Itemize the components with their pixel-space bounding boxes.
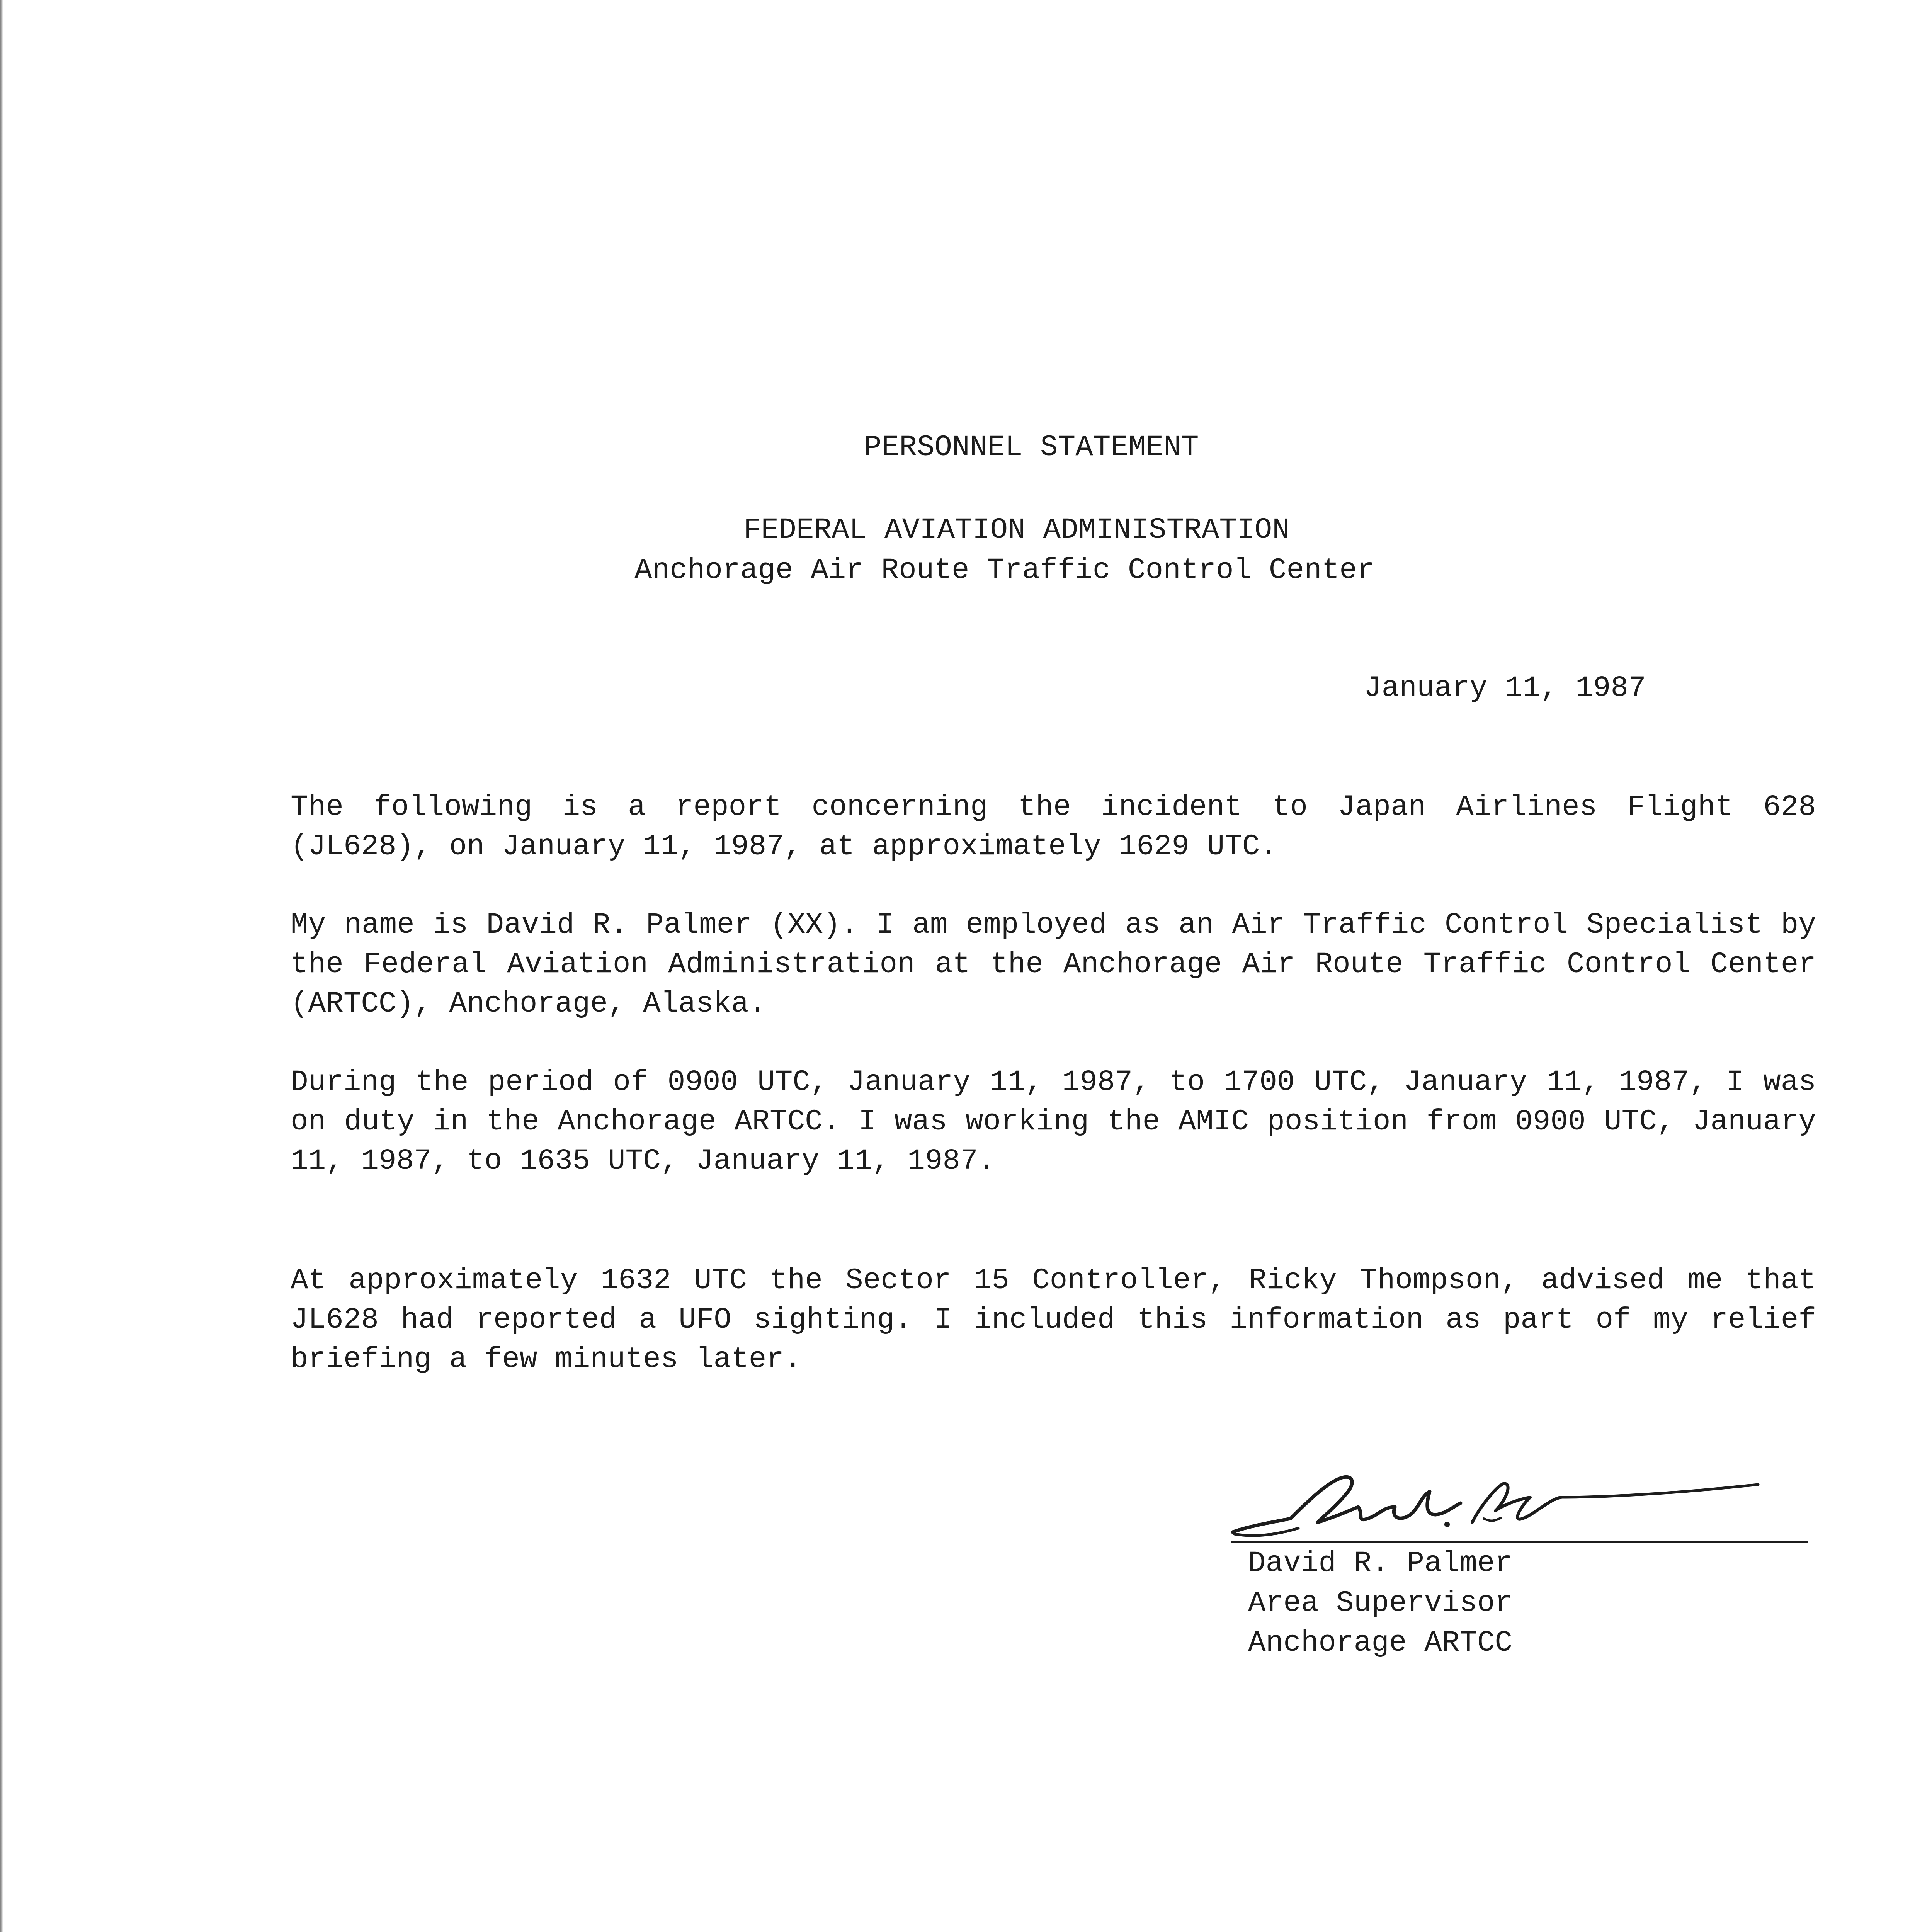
signer-name: David R. Palmer: [1248, 1547, 1513, 1580]
paragraph-incident: The following is a report concerning the incident to Japan Airlines Flight 628 (JL628), on January 11, 1987, at approximately 1629 UTC.: [291, 791, 1816, 863]
paragraph-duty: During the period of 0900 UTC, January 11, 1987, to 1700 UTC, January 11, 1987, I was on duty in the Anchorage ARTCC. I was working the AMIC position from 0900 UTC, January 11, 1987, to 1635 UTC, January 11, 1987.: [291, 1066, 1816, 1178]
statement-title: PERSONNEL STATEMENT: [864, 431, 1199, 464]
agency-name: FEDERAL AVIATION ADMINISTRATION: [743, 514, 1290, 547]
signer-organization: Anchorage ARTCC: [1248, 1626, 1513, 1660]
facility-name: Anchorage Air Route Traffic Control Center: [634, 554, 1375, 587]
signer-title: Area Supervisor: [1248, 1587, 1513, 1620]
statement-date: January 11, 1987: [1364, 672, 1646, 705]
paragraph-sighting: At approximately 1632 UTC the Sector 15 Controller, Ricky Thompson, advised me that JL628 had reported a UFO sighting. I included this information as part of my relief briefing a few minutes later.: [291, 1264, 1816, 1376]
paragraph-identity: My name is David R. Palmer (XX). I am employed as an Air Traffic Control Specialist by the Federal Aviation Administration at the Anchorage Air Route Traffic Control Center (ARTCC), Anchorage, Alaska.: [291, 908, 1816, 1020]
scan-edge: [0, 0, 3, 1932]
signature-block: [1248, 1544, 1512, 1663]
handwritten-signature: [1225, 1461, 1812, 1549]
signature-line: [1231, 1541, 1808, 1543]
